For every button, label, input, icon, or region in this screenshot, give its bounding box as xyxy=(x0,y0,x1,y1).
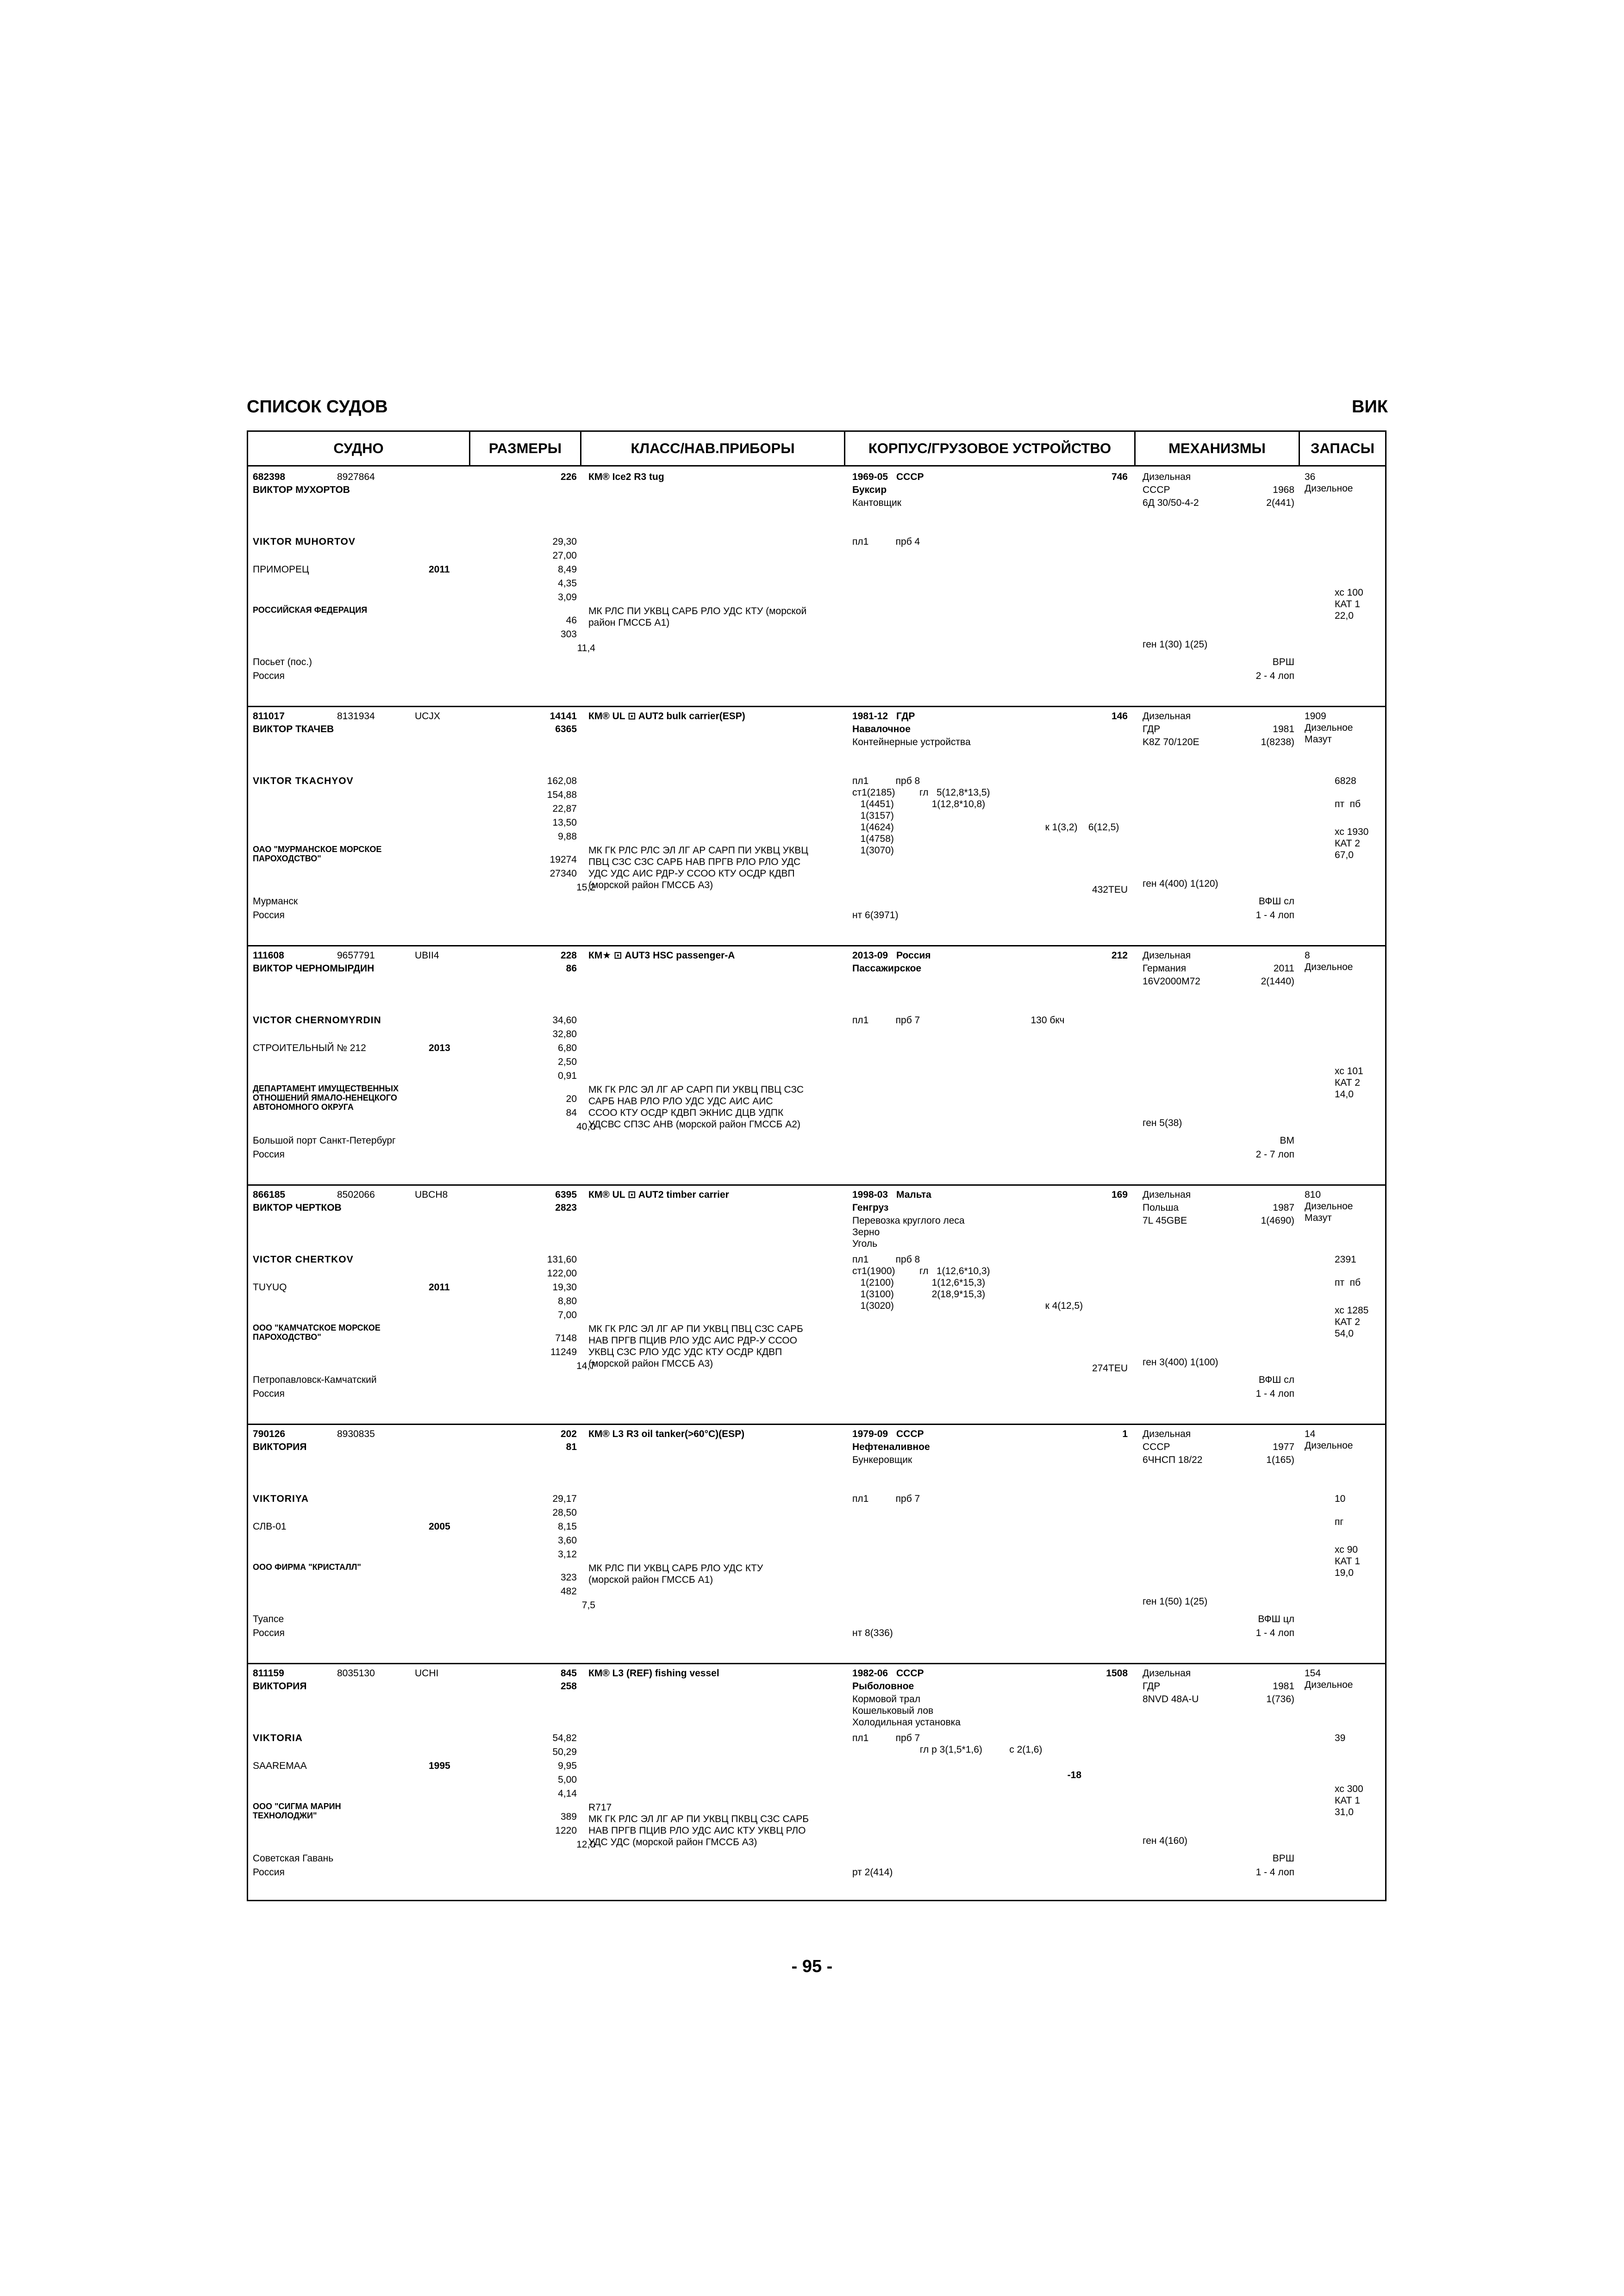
capacity-value: 323 xyxy=(560,1572,577,1583)
dimension-value: 7,00 xyxy=(558,1310,577,1320)
capacity-value: 46 xyxy=(566,615,577,626)
hull-type: Буксир xyxy=(852,485,887,495)
engine-year: 1977 xyxy=(1273,1442,1294,1452)
gross-tonnage: 228 xyxy=(560,950,577,961)
ship-name-ru: ВИКТОР ТКАЧЕВ xyxy=(253,724,334,734)
propeller: ВФШ сл xyxy=(1258,1375,1294,1385)
engine-power: 1(4690) xyxy=(1261,1215,1294,1226)
imo-number: 9657791 xyxy=(337,950,375,961)
propeller: ВМ xyxy=(1280,1135,1294,1146)
dimension-value: 131,60 xyxy=(547,1254,577,1265)
net-tonnage: 6365 xyxy=(555,724,577,734)
col-header-stores: ЗАПАСЫ xyxy=(1310,440,1375,456)
imo-number: 8930835 xyxy=(337,1429,375,1439)
stores-class: хс 101 КАТ 2 14,0 xyxy=(1335,1066,1363,1100)
dimension-value: 4,35 xyxy=(558,578,577,589)
ship-record xyxy=(248,1663,1385,1904)
ship-name-lat: VICTOR CHERNOMYRDIN xyxy=(253,1015,381,1026)
ship-record xyxy=(248,945,1385,1186)
ship-name-ru: ВИКТОР МУХОРТОВ xyxy=(253,485,350,495)
engine-type: Дизельная xyxy=(1143,472,1191,482)
engine-power: 2(1440) xyxy=(1261,976,1294,987)
hull-number: 746 xyxy=(1111,472,1128,482)
hull-tanks: нт 8(336) xyxy=(852,1628,893,1638)
home-port: Советская Гавань xyxy=(253,1853,334,1864)
hull-type: Пассажирское xyxy=(852,963,922,974)
gross-tonnage: 14141 xyxy=(550,711,577,722)
gross-tonnage: 6395 xyxy=(555,1189,577,1200)
ship-record xyxy=(248,1424,1385,1664)
dimension-value: 162,08 xyxy=(547,776,577,786)
capacity-value: 40,0 xyxy=(576,1121,595,1132)
generators: ген 1(30) 1(25) xyxy=(1143,639,1208,650)
generators: ген 1(50) 1(25) xyxy=(1143,1596,1208,1607)
flag-country: Россия xyxy=(253,1388,285,1399)
stores-water: 6828 пт пб xyxy=(1335,776,1361,809)
dimension-value: 154,88 xyxy=(547,790,577,800)
ship-record xyxy=(248,467,1385,707)
stores-class: хс 1930 КАТ 2 67,0 xyxy=(1335,827,1369,860)
propeller-blades: 1 - 4 лоп xyxy=(1255,1388,1294,1399)
capacity-value: 7,5 xyxy=(581,1600,595,1611)
hull-structure: пл1 прб 7 130 бкч xyxy=(852,1015,1065,1026)
reg-number: 682398 xyxy=(253,472,286,482)
stores-fuel: 14 Дизельное xyxy=(1305,1429,1353,1451)
call-sign: UBII4 xyxy=(415,950,439,961)
stores-class: хс 1285 КАТ 2 54,0 xyxy=(1335,1305,1369,1339)
generators: ген 5(38) xyxy=(1143,1118,1182,1128)
engine-model: K8Z 70/120E xyxy=(1143,737,1199,747)
built-year: 2011 xyxy=(429,564,450,575)
hull-country: СССР xyxy=(896,1429,924,1439)
engine-model: 7L 45GBE xyxy=(1143,1215,1187,1226)
engine-year: 1987 xyxy=(1273,1202,1294,1213)
imo-number: 8131934 xyxy=(337,711,375,722)
hull-country: Мальта xyxy=(896,1189,931,1200)
hull-description: Кормовой трал Кошельковый лов Холодильная установка xyxy=(852,1694,961,1728)
hull-number: 212 xyxy=(1111,950,1128,961)
engine-year: 1968 xyxy=(1273,485,1294,495)
ship-record xyxy=(248,706,1385,946)
ship-name-lat: VICTOR CHERTKOV xyxy=(253,1254,354,1265)
flag-country: Россия xyxy=(253,671,285,681)
ship-name-ru: ВИКТОР ЧЕРНОМЫРДИН xyxy=(253,963,375,974)
capacity-value: 7148 xyxy=(555,1333,577,1344)
engine-country: СССР xyxy=(1143,485,1170,495)
built-year: 2011 xyxy=(429,1282,450,1293)
capacity-value: 14,7 xyxy=(576,1361,595,1371)
ship-name-ru: ВИКТОРИЯ xyxy=(253,1681,307,1692)
flag-country: Россия xyxy=(253,1149,285,1160)
ship-table xyxy=(247,430,1387,1901)
propeller: ВРШ xyxy=(1272,657,1294,667)
imo-number: 8927864 xyxy=(337,472,375,482)
hull-structure: пл1 прб 7 xyxy=(852,1493,920,1504)
stores-class: хс 300 КАТ 1 31,0 xyxy=(1335,1784,1363,1817)
page-header-left: СПИСОК СУДОВ xyxy=(247,397,388,417)
engine-country: Германия xyxy=(1143,963,1187,974)
owner-name: ООО "СИГМА МАРИН ТЕХНОЛОДЖИ" xyxy=(253,1802,341,1820)
hull-country: СССР xyxy=(896,472,924,482)
capacity-value: 303 xyxy=(560,629,577,640)
hull-tanks: нт 6(3971) xyxy=(852,910,899,921)
flag-country: Россия xyxy=(253,1628,285,1638)
engine-year: 1981 xyxy=(1273,724,1294,734)
engine-country: ГДР xyxy=(1143,724,1161,734)
reg-number: 866185 xyxy=(253,1189,286,1200)
dimension-value: 122,00 xyxy=(547,1268,577,1279)
net-tonnage: 2823 xyxy=(555,1202,577,1213)
imo-number: 8502066 xyxy=(337,1189,375,1200)
dimension-value: 29,17 xyxy=(552,1493,577,1504)
hull-type: Нефтеналивное xyxy=(852,1442,930,1452)
imo-number: 8035130 xyxy=(337,1668,375,1679)
hull-structure: пл1 прб 7 гл р 3(1,5*1,6) с 2(1,6) xyxy=(852,1733,1043,1755)
hull-number: 1 xyxy=(1122,1429,1128,1439)
dimension-value: 3,12 xyxy=(558,1549,577,1560)
builder: SAAREMAA xyxy=(253,1761,307,1771)
hull-date: 1979-09 xyxy=(852,1429,888,1439)
dimension-value: 3,09 xyxy=(558,592,577,603)
stores-fuel: 810 Дизельное Мазут xyxy=(1305,1189,1353,1223)
ship-class: КМ® UL ⊡ AUT2 timber carrier xyxy=(588,1189,729,1200)
stores-fuel: 8 Дизельное xyxy=(1305,950,1353,972)
col-header-class: КЛАСС/НАВ.ПРИБОРЫ xyxy=(581,432,845,465)
hull-country: СССР xyxy=(896,1668,924,1679)
capacity-value: 20 xyxy=(566,1094,577,1104)
hull-date: 1998-03 xyxy=(852,1189,888,1200)
dimension-value: 19,30 xyxy=(552,1282,577,1293)
capacity-value: 11249 xyxy=(550,1347,577,1357)
gross-tonnage: 202 xyxy=(560,1429,577,1439)
hull-description: Бункеровщик xyxy=(852,1455,912,1465)
engine-year: 2011 xyxy=(1273,963,1294,974)
propeller-blades: 1 - 4 лоп xyxy=(1255,1867,1294,1878)
owner-name: ООО "КАМЧАТСКОЕ МОРСКОЕ ПАРОХОДСТВО" xyxy=(253,1323,381,1342)
generators: ген 3(400) 1(100) xyxy=(1143,1357,1218,1368)
hull-teu: 274TEU xyxy=(1092,1363,1128,1374)
dimension-value: 8,49 xyxy=(558,564,577,575)
engine-country: Польша xyxy=(1143,1202,1179,1213)
home-port: Петропавловск-Камчатский xyxy=(253,1375,377,1385)
call-sign: UCJX xyxy=(415,711,440,722)
column-header-row xyxy=(248,432,1385,467)
owner-name: ООО ФИРМА "КРИСТАЛЛ" xyxy=(253,1562,361,1572)
hull-structure: пл1 прб 8 ст1(1900) гл 1(12,6*10,3) 1(2100) 1(12,6*15,3) 1(3100) 2(18,9*15,3) 1(3020) к 4(12,5) xyxy=(852,1254,1083,1311)
builder: СЛВ-01 xyxy=(253,1521,287,1532)
ship-class: КМ® UL ⊡ AUT2 bulk carrier(ESP) xyxy=(588,711,745,722)
owner-name: ДЕПАРТАМЕНТ ИМУЩЕСТВЕННЫХ ОТНОШЕНИЙ ЯМАЛО-НЕНЕЦКОГО АВТОНОМНОГО ОКРУГА xyxy=(253,1084,399,1112)
gross-tonnage: 845 xyxy=(560,1668,577,1679)
hull-date: 1981-12 xyxy=(852,711,888,722)
hull-tanks: рт 2(414) xyxy=(852,1867,893,1878)
capacity-value: 27340 xyxy=(550,868,577,879)
hull-number: 1508 xyxy=(1106,1668,1128,1679)
hull-country: ГДР xyxy=(896,711,915,722)
stores-fuel: 36 Дизельное xyxy=(1305,472,1353,494)
dimension-value: 2,50 xyxy=(558,1057,577,1067)
propeller: ВФШ сл xyxy=(1258,896,1294,907)
dimension-value: 22,87 xyxy=(552,803,577,814)
hull-description: Контейнерные устройства xyxy=(852,737,971,747)
capacity-value: 482 xyxy=(560,1586,577,1597)
nav-equipment: МК ГК РЛС ЭЛ ЛГ АР ПИ УКВЦ ПВЦ СЗС САРБ НАВ ПРГВ ПЦИВ РЛО УДС АИС РДР-У ССОО УКВЦ СЗС РЛО УДС УДС КТУ ОСДР КДВП (морской район ГМССБ А3) xyxy=(588,1324,803,1369)
hull-description: Кантовщик xyxy=(852,498,901,508)
call-sign: UCHI xyxy=(415,1668,439,1679)
engine-type: Дизельная xyxy=(1143,711,1191,722)
hull-type: Генгруз xyxy=(852,1202,889,1213)
dimension-value: 28,50 xyxy=(552,1507,577,1518)
capacity-value: 389 xyxy=(560,1811,577,1822)
page-number: - 95 - xyxy=(791,1957,833,1976)
dimension-value: 50,29 xyxy=(552,1747,577,1757)
stores-class: хс 90 КАТ 1 19,0 xyxy=(1335,1544,1360,1578)
ship-class: КМ★ ⊡ AUT3 HSC passenger-A xyxy=(588,950,735,961)
net-tonnage: 86 xyxy=(566,963,577,974)
ship-name-ru: ВИКТОР ЧЕРТКОВ xyxy=(253,1202,342,1213)
hull-teu: 432TEU xyxy=(1092,884,1128,895)
stores-water: 2391 пт пб xyxy=(1335,1254,1361,1288)
dimension-value: 5,00 xyxy=(558,1774,577,1785)
stores-fuel: 1909 Дизельное Мазут xyxy=(1305,711,1353,745)
dimension-value: 8,80 xyxy=(558,1296,577,1307)
ship-record xyxy=(248,1184,1385,1425)
hull-number: 146 xyxy=(1111,711,1128,722)
col-header-hull: КОРПУС/ГРУЗОВОЕ УСТРОЙСТВО xyxy=(845,432,1136,465)
dimension-value: 34,60 xyxy=(552,1015,577,1026)
engine-type: Дизельная xyxy=(1143,1429,1191,1439)
nav-equipment: МК РЛС ПИ УКВЦ САРБ РЛО УДС КТУ (морской район ГМССБ А1) xyxy=(588,1563,763,1585)
hull-type: Рыболовное xyxy=(852,1681,914,1692)
ship-name-ru: ВИКТОРИЯ xyxy=(253,1442,307,1452)
reg-number: 811159 xyxy=(253,1668,284,1679)
home-port: Большой порт Санкт-Петербург xyxy=(253,1135,396,1146)
ship-name-lat: VIKTOR MUHORTOV xyxy=(253,536,356,547)
engine-type: Дизельная xyxy=(1143,950,1191,961)
engine-country: СССР xyxy=(1143,1442,1170,1452)
engine-power: 1(8238) xyxy=(1261,737,1294,747)
propeller: ВФШ цл xyxy=(1258,1614,1294,1624)
net-tonnage: 81 xyxy=(566,1442,577,1452)
propeller-blades: 2 - 4 лоп xyxy=(1255,671,1294,681)
builder: ПРИМОРЕЦ xyxy=(253,564,309,575)
stores-class: хс 100 КАТ 1 22,0 xyxy=(1335,587,1363,621)
dimension-value: 6,80 xyxy=(558,1043,577,1053)
hull-date: 1982-06 xyxy=(852,1668,888,1679)
flag-country: Россия xyxy=(253,1867,285,1878)
hull-description: Перевозка круглого леса Зерно Уголь xyxy=(852,1215,965,1249)
gross-tonnage: 226 xyxy=(560,472,577,482)
dimension-value: 9,95 xyxy=(558,1761,577,1771)
stores-water: 10 пг xyxy=(1335,1493,1346,1527)
hull-cargo-temp: -18 xyxy=(1067,1770,1081,1780)
built-year: 2013 xyxy=(429,1043,450,1053)
propeller: ВРШ xyxy=(1272,1853,1294,1864)
propeller-blades: 1 - 4 лоп xyxy=(1255,1628,1294,1638)
capacity-value: 1220 xyxy=(555,1825,577,1836)
nav-equipment: МК ГК РЛС ЭЛ ЛГ АР САРП ПИ УКВЦ ПВЦ СЗС САРБ НАВ РЛО РЛО УДС УДС АИС АИС ССОО КТУ ОСДР КДВП ЭКНИС ДЦВ УДПК УДСВС СПЗС АНВ (морской район ГМССБ А2) xyxy=(588,1084,804,1130)
hull-number: 169 xyxy=(1111,1189,1128,1200)
engine-power: 2(441) xyxy=(1266,498,1294,508)
hull-date: 2013-09 xyxy=(852,950,888,961)
built-year: 2005 xyxy=(429,1521,450,1532)
capacity-value: 11,4 xyxy=(577,643,595,653)
dimension-value: 27,00 xyxy=(552,550,577,561)
dimension-value: 9,88 xyxy=(558,831,577,842)
dimension-value: 29,30 xyxy=(552,536,577,547)
generators: ген 4(400) 1(120) xyxy=(1143,878,1218,889)
hull-date: 1969-05 xyxy=(852,472,888,482)
stores-fuel: 154 Дизельное xyxy=(1305,1668,1353,1690)
builder: TUYUQ xyxy=(253,1282,287,1293)
capacity-value: 12,0 xyxy=(576,1839,595,1850)
engine-power: 1(736) xyxy=(1266,1694,1294,1705)
nav-equipment: R717 МК ГК РЛС ЭЛ ЛГ АР ПИ УКВЦ ПКВЦ СЗС САРБ НАВ ПРГВ ПЦИВ РЛО УДС АИС КТУ УКВЦ РЛО УДС УДС (морской район ГМССБ А3) xyxy=(588,1802,809,1848)
capacity-value: 84 xyxy=(566,1108,577,1118)
net-tonnage: 258 xyxy=(560,1681,577,1692)
hull-country: Россия xyxy=(896,950,931,961)
propeller-blades: 1 - 4 лоп xyxy=(1255,910,1294,921)
nav-equipment: МК РЛС ПИ УКВЦ САРБ РЛО УДС КТУ (морской район ГМССБ А1) xyxy=(588,606,807,628)
engine-power: 1(165) xyxy=(1266,1455,1294,1465)
nav-equipment: МК ГК РЛС РЛС ЭЛ ЛГ АР САРП ПИ УКВЦ УКВЦ ПВЦ СЗС СЗС САРБ НАВ ПРГВ РЛО РЛО УДС УДС УДС АИС РДР-У ССОО КТУ ОСДР КДВП (морской район ГМССБ А3) xyxy=(588,845,808,890)
engine-country: ГДР xyxy=(1143,1681,1161,1692)
engine-year: 1981 xyxy=(1273,1681,1294,1692)
builder: СТРОИТЕЛЬНЫЙ № 212 xyxy=(253,1043,366,1053)
reg-number: 811017 xyxy=(253,711,285,722)
page-header-right: ВИК xyxy=(1352,397,1388,417)
reg-number: 111608 xyxy=(253,950,284,961)
col-header-dimensions: РАЗМЕРЫ xyxy=(470,432,581,465)
owner-name: РОССИЙСКАЯ ФЕДЕРАЦИЯ xyxy=(253,605,368,615)
dimension-value: 8,15 xyxy=(558,1521,577,1532)
ship-name-lat: VIKTOR TKACHYOV xyxy=(253,776,354,786)
stores-water: 39 xyxy=(1335,1733,1346,1743)
ship-class: КМ® L3 (REF) fishing vessel xyxy=(588,1668,719,1679)
flag-country: Россия xyxy=(253,910,285,921)
capacity-value: 19274 xyxy=(550,854,577,865)
engine-model: 6Д 30/50-4-2 xyxy=(1143,498,1199,508)
hull-structure: пл1 прб 8 ст1(2185) гл 5(12,8*13,5) 1(4451) 1(12,8*10,8) 1(3157) 1(4624) к 1(3,2) 6(12,5) 1(4758) 1(3070) xyxy=(852,776,1119,856)
engine-model: 16V2000M72 xyxy=(1143,976,1200,987)
home-port: Посьет (пос.) xyxy=(253,657,312,667)
engine-type: Дизельная xyxy=(1143,1189,1191,1200)
home-port: Мурманск xyxy=(253,896,298,907)
owner-name: ОАО "МУРМАНСКОЕ МОРСКОЕ ПАРОХОДСТВО" xyxy=(253,845,382,863)
ship-name-lat: VIKTORIYA xyxy=(253,1493,309,1504)
ship-name-lat: VIKTORIA xyxy=(253,1733,303,1743)
dimension-value: 3,60 xyxy=(558,1535,577,1546)
col-header-machinery: МЕХАНИЗМЫ xyxy=(1136,432,1300,465)
propeller-blades: 2 - 7 лоп xyxy=(1255,1149,1294,1160)
dimension-value: 4,14 xyxy=(558,1788,577,1799)
hull-type: Навалочное xyxy=(852,724,911,734)
hull-structure: пл1 прб 4 xyxy=(852,536,920,547)
dimension-value: 54,82 xyxy=(552,1733,577,1743)
home-port: Туапсе xyxy=(253,1614,284,1624)
call-sign: UBCH8 xyxy=(415,1189,448,1200)
col-header-ship: СУДНО xyxy=(248,432,470,465)
engine-model: 8NVD 48A-U xyxy=(1143,1694,1199,1705)
dimension-value: 13,50 xyxy=(552,817,577,828)
dimension-value: 32,80 xyxy=(552,1029,577,1039)
ship-class: КМ® L3 R3 oil tanker(>60°C)(ESP) xyxy=(588,1429,745,1439)
engine-model: 6ЧНСП 18/22 xyxy=(1143,1455,1203,1465)
generators: ген 4(160) xyxy=(1143,1836,1188,1846)
built-year: 1995 xyxy=(429,1761,450,1771)
capacity-value: 15,2 xyxy=(576,882,595,893)
ship-class: КМ® Ice2 R3 tug xyxy=(588,472,664,482)
reg-number: 790126 xyxy=(253,1429,286,1439)
dimension-value: 0,91 xyxy=(558,1070,577,1081)
engine-type: Дизельная xyxy=(1143,1668,1191,1679)
